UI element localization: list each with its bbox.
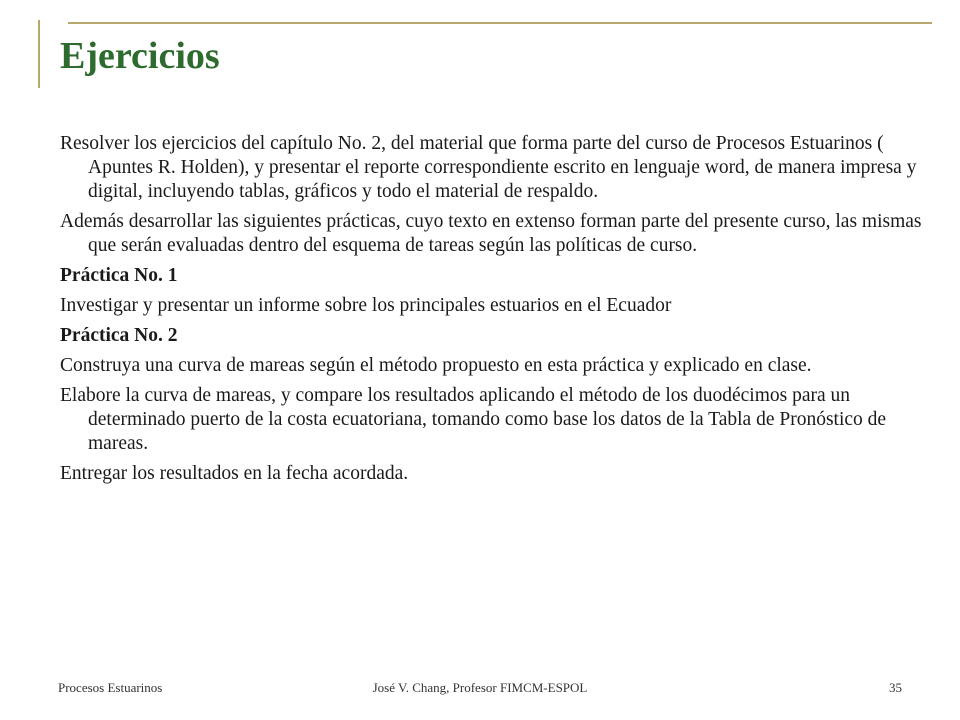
slide-title: Ejercicios <box>60 35 220 77</box>
practice-1-text: Investigar y presentar un informe sobre los principales estuarios en el Ecuador <box>60 295 672 316</box>
practice-2-text-1: Construya una curva de mareas según el método propuesto en esta práctica y explicado en clase. <box>60 355 812 376</box>
slide-body <box>60 132 922 492</box>
top-rule <box>68 22 932 24</box>
practice-2-heading: Práctica No. 2 <box>60 325 178 346</box>
paragraph-instructions: Resolver los ejercicios del capítulo No. 2, del material que forma parte del curso de Procesos Estuarinos ( Apuntes R. Holden), y presentar el reporte correspondiente escrito en lenguaje word, de manera impresa y digital, incluyendo tablas, gráficos y todo el material de respaldo. <box>60 133 917 202</box>
delivery-note: Entregar los resultados en la fecha acordada. <box>60 463 409 484</box>
footer-course: Procesos Estuarinos <box>58 680 163 695</box>
footer-page-number: 35 <box>889 680 902 695</box>
practice-2-text-2: Elabore la curva de mareas, y compare los resultados aplicando el método de los duodécimos para un determinado puerto de la costa ecuatoriana, tomando como base los datos de la Tabla de Pronóstico de mareas. <box>60 385 887 454</box>
paragraph-practices-intro: Además desarrollar las siguientes prácticas, cuyo texto en extenso forman parte del presente curso, las mismas que serán evaluadas dentro del esquema de tareas según las políticas de curso. <box>60 211 922 256</box>
footer-author: José V. Chang, Profesor FIMCM-ESPOL <box>372 680 588 695</box>
left-rule <box>38 20 40 88</box>
practice-1-heading: Práctica No. 1 <box>60 265 178 286</box>
